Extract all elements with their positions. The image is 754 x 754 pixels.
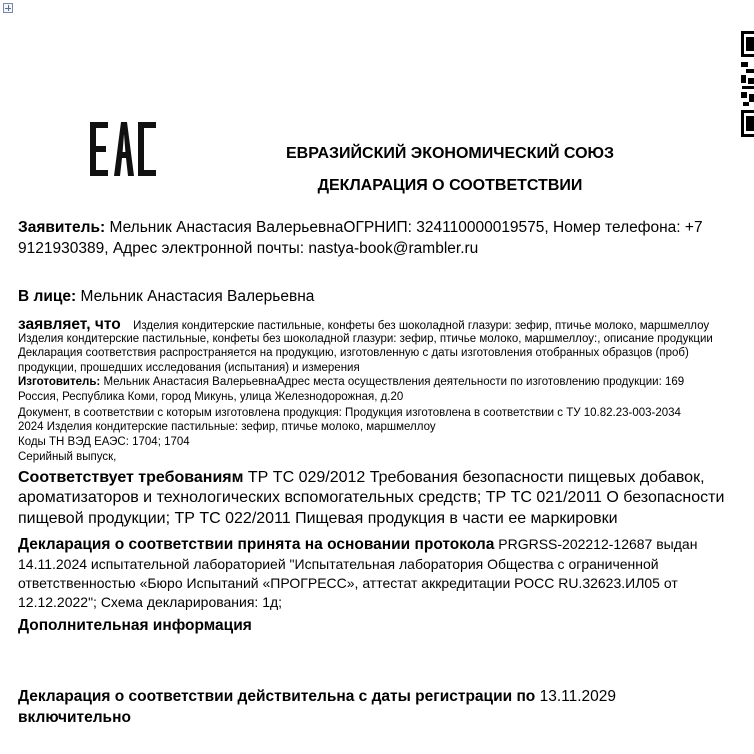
eac-logo	[88, 120, 158, 178]
statement-line	[18, 316, 709, 334]
manufacturer-label: Изготовитель:	[18, 376, 101, 388]
requirements-line	[18, 469, 705, 487]
protocol-label: Декларация о соответствии принята на основании протокола	[18, 536, 495, 553]
validity-label: Декларация о соответствии действительна с даты регистрации по	[18, 688, 536, 705]
statement-description: Изделия кондитерские пастильные, конфеты без шоколадной глазури: зефир, птичье молоко, маршмеллоу:, описание продукции	[18, 333, 713, 345]
statement-product: Изделия кондитерские пастильные, конфеты без шоколадной глазури: зефир, птичье молоко, маршмеллоу	[133, 320, 710, 332]
manufacturer-address: Россия, Республика Коми, город Микунь, улица Железнодорожная, д.20	[18, 391, 404, 403]
validity-line	[18, 688, 616, 706]
statement-scope-2: продукции, прошедших исследования (испытания) и измерения	[18, 362, 360, 374]
person-value: Мельник Анастасия Валерьевна	[76, 288, 315, 305]
person-line	[18, 288, 314, 306]
table-move-handle[interactable]	[3, 3, 13, 13]
validity-inclusive: включительно	[18, 709, 131, 726]
applicant-contact: 9121930389, Адрес электронной почты: nastya-book@rambler.ru	[18, 240, 479, 257]
manufacturer-line	[18, 376, 684, 389]
protocol-lab: 14.11.2024 испытательной лабораторией "Испытательная лаборатория Общества с ограниченной	[18, 556, 659, 572]
requirements-line-2: ароматизаторов и технологических вспомогательных средств; ТР ТС 021/2011 О безопасности	[18, 489, 725, 506]
statement-label: заявляет, что	[18, 316, 121, 333]
protocol-scheme: 12.12.2022"; Схема декларирования: 1д;	[18, 594, 283, 610]
tn-ved-codes: Коды ТН ВЭД ЕАЭС: 1704; 1704	[18, 436, 190, 448]
requirements-label: Соответствует требованиям	[18, 469, 244, 486]
production-document-2: 2024 Изделия кондитерские пастильные: зефир, птичье молоко, маршмеллоу	[18, 421, 436, 433]
requirements-line-3: пищевой продукции; ТР ТС 022/2011 Пищевая продукция в части ее маркировки	[18, 510, 618, 527]
requirements-value: ТР ТС 029/2012 Требования безопасности пищевых добавок,	[243, 469, 705, 486]
protocol-lab-2: ответственностью «Бюро Испытаний «ПРОГРЕСС», аттестат аккредитации РОСС RU.32623.ИЛ05 от	[18, 575, 678, 591]
person-label: В лице:	[18, 288, 77, 305]
protocol-number: PRGRSS-202212-12687 выдан	[494, 536, 698, 552]
qr-code	[740, 30, 754, 138]
production-document: Документ, в соответствии с которым изготовлена продукция: Продукция изготовлена в соответствии с ТУ 10.82.23-003-2034	[18, 407, 681, 419]
applicant-label: Заявитель:	[18, 219, 106, 236]
additional-info-label: Дополнительная информация	[18, 617, 252, 634]
union-title: ЕВРАЗИЙСКИЙ ЭКОНОМИЧЕСКИЙ СОЮЗ	[285, 145, 615, 162]
applicant-value: Мельник Анастасия ВалерьевнаОГРНИП: 324110000019575, Номер телефона: +7	[105, 219, 703, 236]
manufacturer-value: Мельник Анастасия ВалерьевнаАдрес места осуществления деятельности по изготовлению продукции: 169	[100, 376, 685, 388]
validity-date: 13.11.2029	[535, 688, 617, 705]
applicant-line	[18, 219, 703, 237]
statement-scope: Декларация соответствия распространяется на продукцию, изготовленную с даты изготовления отобранных образцов (проб)	[18, 347, 689, 359]
protocol-line	[18, 536, 697, 554]
serial-release: Серийный выпуск,	[18, 451, 117, 463]
declaration-title: ДЕКЛАРАЦИЯ О СООТВЕТСТВИИ	[317, 177, 583, 194]
